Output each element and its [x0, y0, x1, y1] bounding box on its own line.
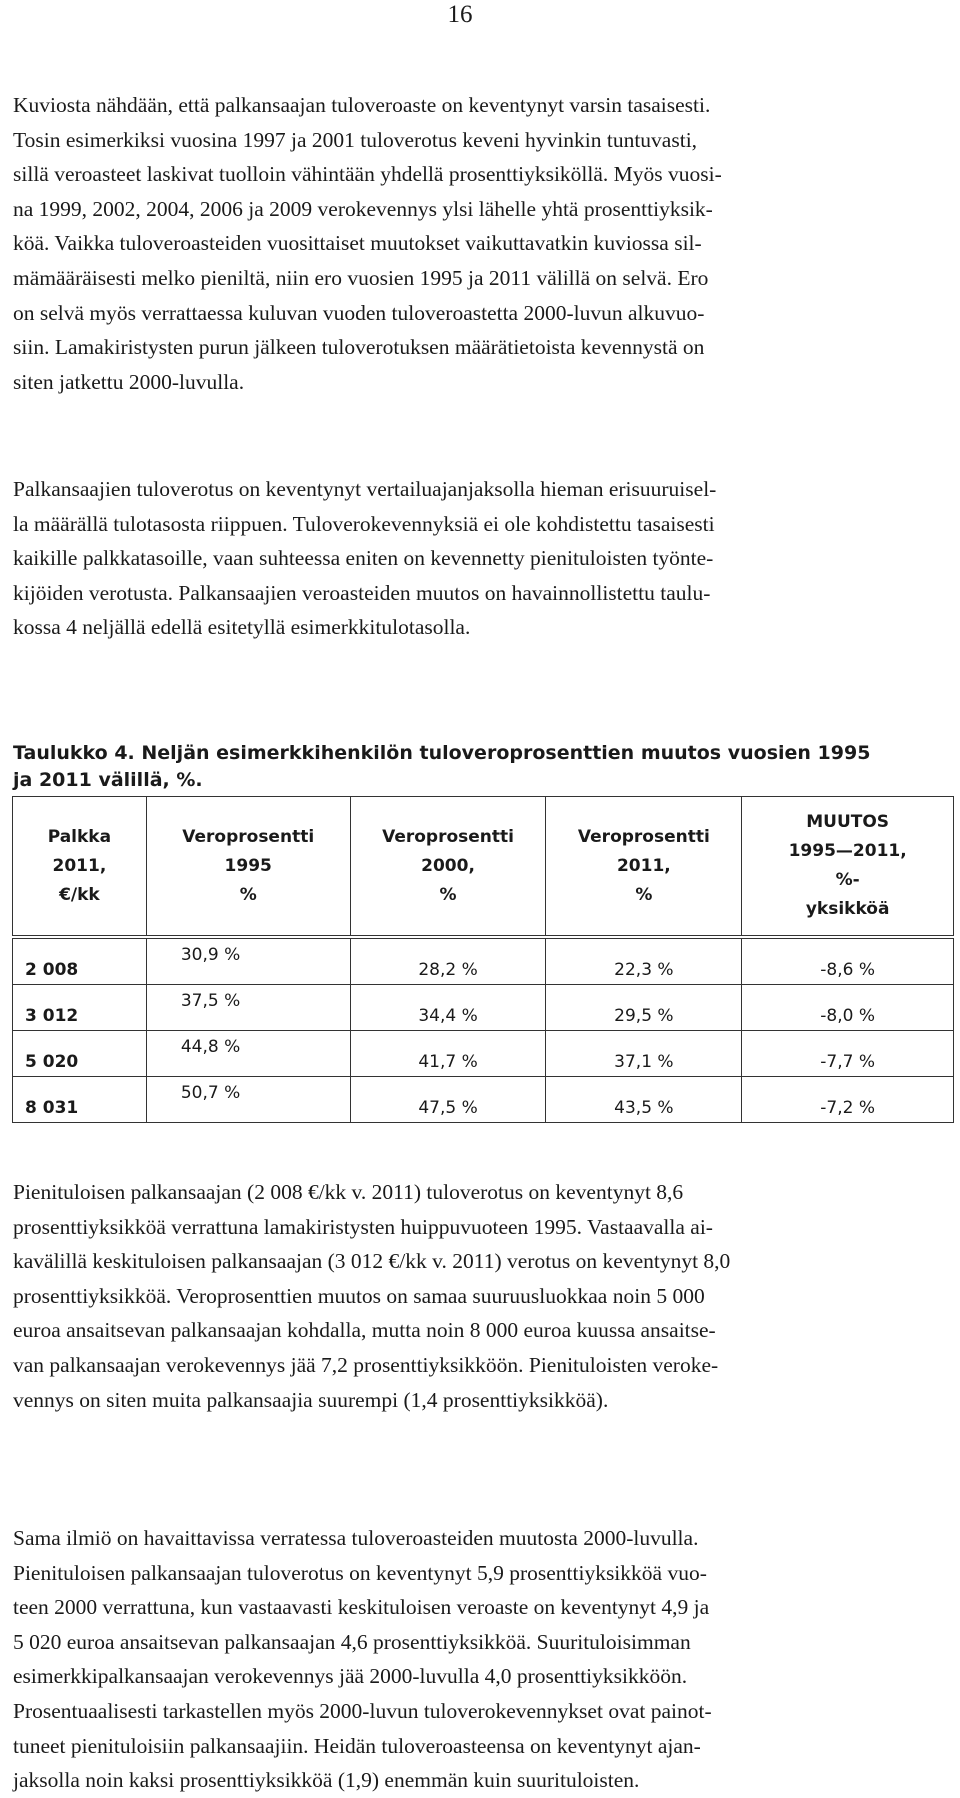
cell-rate-2000: 41,7 % — [350, 1031, 546, 1077]
text-line: tuneet pienituloisiin palkansaajiin. Heidän tuloveroasteensa on keventynyt ajan- — [13, 1733, 701, 1758]
text-line: euroa ansaitsevan palkansaajan kohdalla, mutta noin 8 000 euroa kuussa ansaitse- — [13, 1318, 716, 1343]
cell-rate-2011: 22,3 % — [546, 937, 742, 985]
table-caption — [13, 740, 953, 794]
header-text: Veroprosentti — [382, 826, 514, 847]
text-line: on selvä myös verrattaessa kuluvan vuoden tuloveroastetta 2000-luvun alkuvuo- — [13, 300, 705, 325]
cell-change: -8,0 % — [742, 985, 954, 1031]
header-rate-2011 — [546, 797, 742, 938]
header-rate-1995 — [146, 797, 350, 938]
header-salary — [13, 797, 147, 938]
text-line: van palkansaajan verokevennys jää 7,2 prosenttiyksikköön. Pienituloisten veroke- — [13, 1352, 719, 1377]
tax-rate-table — [12, 796, 954, 1123]
cell-change: -7,7 % — [742, 1031, 954, 1077]
text-line: Prosentuaalisesti tarkastellen myös 2000-luvun tuloverokevennykset ovat painot- — [13, 1698, 712, 1723]
table-row — [13, 937, 954, 985]
text-line: na 1999, 2002, 2004, 2006 ja 2009 verokevennys ylsi lähelle yhtä prosenttiyksik- — [13, 196, 713, 221]
text-line: Pienituloisen palkansaajan tuloverotus on keventynyt 5,9 prosenttiyksikköä vuo- — [13, 1560, 707, 1585]
table-header-row — [13, 797, 954, 938]
page-number: 16 — [447, 1, 473, 28]
cell-salary: 5 020 — [13, 1031, 147, 1077]
cell-rate-1995: 30,9 % — [146, 937, 350, 985]
header-text: MUUTOS — [806, 812, 890, 832]
text-line: Tosin esimerkiksi vuosina 1997 ja 2001 tuloverotus keveni hyvinkin tuntuvasti, — [13, 127, 698, 152]
cell-rate-2000: 28,2 % — [350, 937, 546, 985]
paragraph-4 — [13, 1521, 953, 1798]
header-text: Palkka — [47, 826, 112, 847]
header-text: % — [635, 884, 653, 905]
text-line: la määrällä tulotasosta riippuen. Tuloverokevennyksiä ei ole kohdistettu tasaisesti — [13, 511, 715, 536]
text-line: kijöiden verotusta. Palkansaajien veroasteiden muutos on havainnollistettu taulu- — [13, 580, 711, 605]
header-text: % — [439, 884, 457, 905]
text-line: kaikille palkkatasoille, vaan suhteessa eniten on kevennetty pienituloisten työnte- — [13, 546, 714, 571]
cell-change: -8,6 % — [742, 937, 954, 985]
header-text: % — [239, 884, 257, 905]
text-line: jaksolla noin kaksi prosenttiyksikköä (1,9) enemmän kuin suurituloisten. — [13, 1768, 640, 1793]
cell-salary: 3 012 — [13, 985, 147, 1031]
cell-rate-2011: 43,5 % — [546, 1077, 742, 1123]
header-text: 1995 — [224, 855, 272, 876]
table-row — [13, 985, 954, 1031]
header-text: Veroprosentti — [577, 826, 710, 847]
text-line: Kuviosta nähdään, että palkansaajan tuloveroaste on keventynyt varsin tasaisesti. — [13, 93, 711, 117]
text-line: köä. Vaikka tuloveroasteiden vuosittaiset muutokset vaikuttavatkin kuviossa sil- — [13, 231, 702, 256]
caption-line: Taulukko 4. Neljän esimerkkihenkilön tuloveroprosenttien muutos vuosien 1995 — [13, 742, 871, 764]
cell-salary: 2 008 — [13, 937, 147, 985]
cell-rate-1995: 37,5 % — [146, 985, 350, 1031]
table-row — [13, 1031, 954, 1077]
header-text: €/kk — [59, 884, 100, 905]
header-text: 2000, — [421, 855, 475, 876]
header-text: %- — [835, 870, 860, 890]
cell-rate-2000: 47,5 % — [350, 1077, 546, 1123]
text-line: siin. Lamakiristysten purun jälkeen tuloverotuksen määrätietoista kevennystä on — [13, 335, 705, 360]
cell-change: -7,2 % — [742, 1077, 954, 1123]
header-text: 2011, — [616, 855, 671, 876]
cell-rate-1995: 50,7 % — [146, 1077, 350, 1123]
cell-rate-1995: 44,8 % — [146, 1031, 350, 1077]
text-line: Pienituloisen palkansaajan (2 008 €/kk v. 2011) tuloverotus on keventynyt 8,6 — [13, 1180, 684, 1204]
text-line: mämääräisesti melko pieniltä, niin ero vuosien 1995 ja 2011 välillä on selvä. Ero — [13, 265, 709, 290]
header-rate-2000 — [350, 797, 546, 938]
header-change — [742, 797, 954, 938]
header-text: 2011, — [52, 855, 107, 876]
text-line: kossa 4 neljällä edellä esitetyllä esimerkkitulotasolla. — [13, 615, 471, 640]
cell-rate-2011: 29,5 % — [546, 985, 742, 1031]
caption-line: ja 2011 välillä, %. — [13, 769, 203, 791]
text-line: sillä veroasteet laskivat tuolloin vähintään yhdellä prosenttiyksiköllä. Myös vuosi- — [13, 162, 722, 187]
cell-rate-2000: 34,4 % — [350, 985, 546, 1031]
header-text: Veroprosentti — [182, 826, 315, 847]
text-line: prosenttiyksikköä verrattuna lamakiristysten huippuvuoteen 1995. Vastaavalla ai- — [13, 1214, 713, 1239]
paragraph-3 — [13, 1175, 953, 1417]
paragraph-2 — [13, 472, 953, 645]
cell-rate-2011: 37,1 % — [546, 1031, 742, 1077]
text-line: kavälillä keskituloisen palkansaajan (3 012 €/kk v. 2011) verotus on keventynyt 8,0 — [13, 1249, 731, 1274]
text-line: teen 2000 verrattuna, kun vastaavasti keskituloisen veroaste on keventynyt 4,9 ja — [13, 1595, 710, 1620]
text-line: Sama ilmiö on havaittavissa verratessa tuloveroasteiden muutosta 2000-luvulla. — [13, 1526, 699, 1550]
text-line: Palkansaajien tuloverotus on keventynyt vertailuajanjaksolla hieman erisuuruisel- — [13, 477, 717, 501]
paragraph-1 — [13, 88, 953, 399]
text-line: vennys on siten muita palkansaajia suurempi (1,4 prosenttiyksikköä). — [13, 1387, 609, 1412]
text-line: 5 020 euroa ansaitsevan palkansaajan 4,6 prosenttiyksikköä. Suurituloisimman — [13, 1629, 691, 1654]
text-line: esimerkkipalkansaajan verokevennys jää 2000-luvulla 4,0 prosenttiyksikköön. — [13, 1664, 688, 1689]
header-text: 1995—2011, — [788, 841, 907, 861]
text-line: prosenttiyksikköä. Veroprosenttien muutos on samaa suuruusluokkaa noin 5 000 — [13, 1283, 705, 1308]
text-line: siten jatkettu 2000-luvulla. — [13, 369, 245, 394]
header-text: yksikköä — [805, 899, 890, 919]
table-row — [13, 1077, 954, 1123]
cell-salary: 8 031 — [13, 1077, 147, 1123]
